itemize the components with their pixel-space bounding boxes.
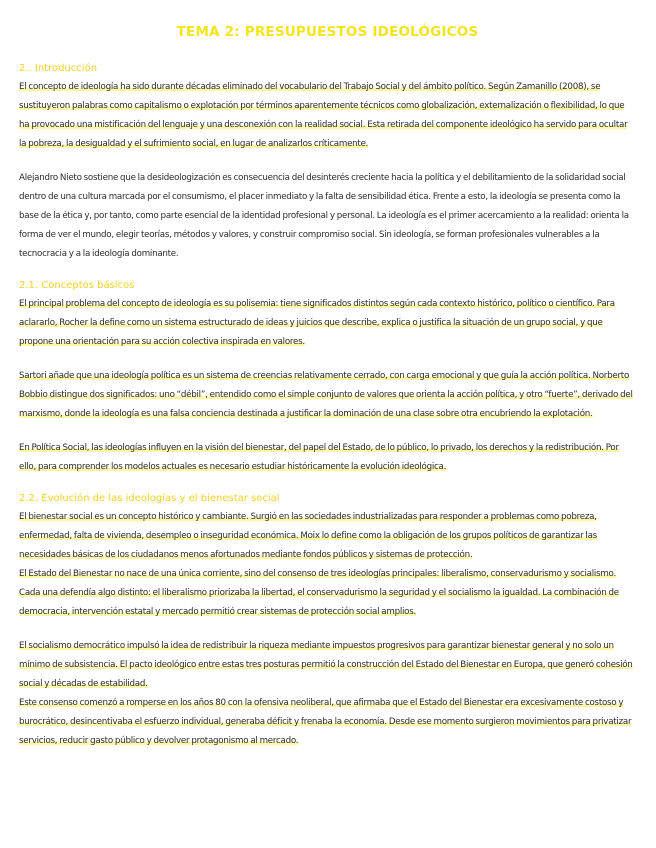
section-heading: 2.1. Conceptos básicos — [19, 280, 135, 291]
paragraph: En Política Social, las ideologías influyen en la visión del bienestar, del papel del Estado, de lo público, lo privado, los derechos y la redistribución. Por ello, para comprender los modelos actuales es necesario estudiar históricamente la evolución ideológica. — [19, 443, 619, 472]
paragraph: El concepto de ideología ha sido durante décadas eliminado del vocabulario del Trabajo Social y del ámbito político. Según Zamanillo (2008), se sustituyeron palabras como capitalismo o explotación por términos aparentemente técnicos como globalización, externalización o flexibilidad, lo que ha provocado una mistificación del lenguaje y una desconexión con la realidad social. Esta retirada del componente ideológico ha servido para ocultar la pobreza, la desigualdad y el sufrimiento social, en lugar de analizarlos críticamente. — [19, 82, 628, 149]
page-title: TEMA 2: PRESUPUESTOS IDEOLÓGICOS — [176, 24, 479, 40]
paragraph: Este consenso comenzó a romperse en los años 80 con la ofensiva neoliberal, que afirmaba que el Estado del Bienestar era excesivamente costoso y burocrático, desincentivaba el esfuerzo individual, generaba déficit y frenaba la economía. Desde ese momento surgieron movimientos para privatizar servicios, reducir gasto público y devolver protagonismo al mercado. — [19, 698, 632, 746]
paragraph: El principal problema del concepto de ideología es su polisemia: tiene significados distintos según cada contexto histórico, político o científico. Para aclararlo, Rocher la define como un sistema estructurado de ideas y juicios que describe, explica o justifica la situación de un grupo social, y que propone una orientación para su acción colectiva inspirada en valores. — [19, 299, 615, 347]
paragraph: El Estado del Bienestar no nace de una única corriente, sino del consenso de tres ideologías principales: liberalismo, conservadurismo y socialismo. Cada una defendía algo distinto: el liberalismo priorizaba la libertad, el conservadurismo la seguridad y el socialismo la igualdad. La combinación de democracia, intervención estatal y mercado permitió crear sistemas de protección social amplios. — [19, 569, 619, 617]
section-evolucion-ideologias — [19, 492, 636, 751]
paragraph: Alejandro Nieto sostiene que la desideologización es consecuencia del desinterés creciente hacia la política y el debilitamiento de la solidaridad social dentro de una cultura marcada por el consumismo, el placer inmediato y la falta de sensibilidad ética. Frente a esto, la ideología se presenta como la base de la ética y, por tanto, como parte esencial de la identidad profesional y personal. La ideología es el primer acercamiento a la realidad: orienta la forma de ver el mundo, elegir teorías, métodos y valores, y construir compromiso social. Sin ideología, se forman profesionales vulnerables a la tecnocracia y a la ideología dominante. — [19, 173, 629, 259]
section-conceptos-basicos — [19, 279, 636, 477]
paragraph: El bienestar social es un concepto histórico y cambiante. Surgió en las sociedades industrializadas para responder a problemas como pobreza, enfermedad, falta de vivienda, desempleo o inseguridad económica. Moix lo define como la obligación de los grupos políticos de garantizar las necesidades básicas de los ciudadanos menos afortunados mediante fondos públicos y sistemas de protección. — [19, 512, 597, 560]
section-heading: 2.2. Evolución de las ideologías y el bienestar social — [19, 493, 280, 504]
section-heading: 2.. Introducción — [19, 63, 98, 74]
paragraph: Sartori añade que una ideología política es un sistema de creencias relativamente cerrado, con carga emocional y que guía la acción política. Norberto Bobbio distingue dos significados: uno “débil”, entendido como el simple conjunto de valores que orienta la acción política, y otro “fuerte”, derivado del marxismo, donde la ideología es una falsa conciencia destinada a justificar la dominación de una clase sobre otra encubriendo la explotación. — [19, 371, 633, 419]
section-introduccion — [19, 62, 636, 264]
paragraph: El socialismo democrático impulsó la idea de redistribuir la riqueza mediante impuestos progresivos para garantizar bienestar general y no solo un mínimo de subsistencia. El pacto ideológico entre estas tres posturas permitió la construcción del Estado del Bienestar en Europa, que generó cohesión social y décadas de estabilidad. — [19, 641, 633, 689]
